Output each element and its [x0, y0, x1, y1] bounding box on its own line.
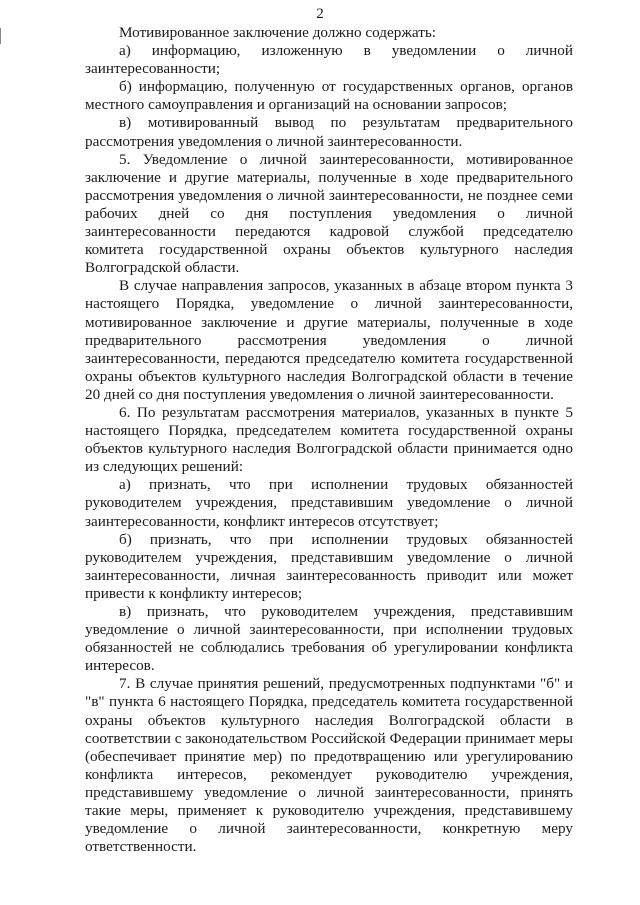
paragraph-clause-6: 6. По результатам рассмотрения материалов, указанных в пункте 5 настоящего Порядка, председателем комитета государственной охраны объектов культурного наследия Волгоградской области принимается одно из следующих решений:	[85, 403, 573, 476]
paragraph-item-a-info: а) информацию, изложенную в уведомлении о личной заинтересованности;	[85, 42, 573, 78]
paragraph-item-v-conclusion: в) мотивированный вывод по результатам предварительного рассмотрения уведомления о личной заинтересованности.	[85, 114, 573, 150]
paragraph-item-b-info: б) информацию, полученную от государственных органов, органов местного самоуправления и организаций на основании запросов;	[85, 78, 573, 114]
paragraph-decision-b: б) признать, что при исполнении трудовых обязанностей руководителем учреждения, представившим уведомление о личной заинтересованности, личная заинтересованность приводит или может привести к конфликту интересов;	[85, 530, 573, 602]
paragraph-clause-5-requests: В случае направления запросов, указанных в абзаце втором пункта 3 настоящего Порядка, уведомление о личной заинтересованности, мотивированное заключение и другие материалы, полученные в ходе предварительного рассмотрения уведомления о личной заинтересованности, передаются председателю комитета государственной охраны объектов культурного наследия Волгоградской области в течение 20 дней со дня поступления уведомления о личной заинтересованности.	[85, 277, 573, 403]
paragraph-decision-a: а) признать, что при исполнении трудовых обязанностей руководителем учреждения, представившим уведомление о личной заинтересованности, конфликт интересов отсутствует;	[85, 476, 573, 530]
scan-edge-mark	[0, 28, 4, 44]
paragraph-clause-5: 5. Уведомление о личной заинтересованности, мотивированное заключение и другие материалы, полученные в ходе предварительного рассмотрения уведомления о личной заинтересованности, не позднее семи рабочих дней со дня поступления уведомления о личной заинтересованности передаются кадровой службой председателю комитета государственной охраны объектов культурного наследия Волгоградской области.	[85, 150, 573, 277]
paragraph-clause-7: 7. В случае принятия решений, предусмотренных подпунктами "б" и "в" пункта 6 настоящего Порядка, председатель комитета государственной охраны объектов культурного наследия Волгоградской области в соответствии с законодательством Российской Федерации принимает меры (обеспечивает принятие мер) по предотвращению или урегулированию конфликта интересов, рекомендует руководителю учреждения, представившему уведомление о личной заинтересованности, принять такие меры, применяет к руководителю учреждения, представившему уведомление о личной заинтересованности, конкретную меру ответственности.	[85, 675, 573, 856]
paragraph-decision-v: в) признать, что руководителем учреждения, представившим уведомление о личной заинтересованности, при исполнении трудовых обязанностей не соблюдались требования об урегулировании конфликта интересов.	[85, 603, 573, 675]
document-body	[85, 24, 573, 856]
paragraph-conclusion-intro: Мотивированное заключение должно содержать:	[119, 24, 436, 41]
page-number: 2	[316, 6, 324, 22]
